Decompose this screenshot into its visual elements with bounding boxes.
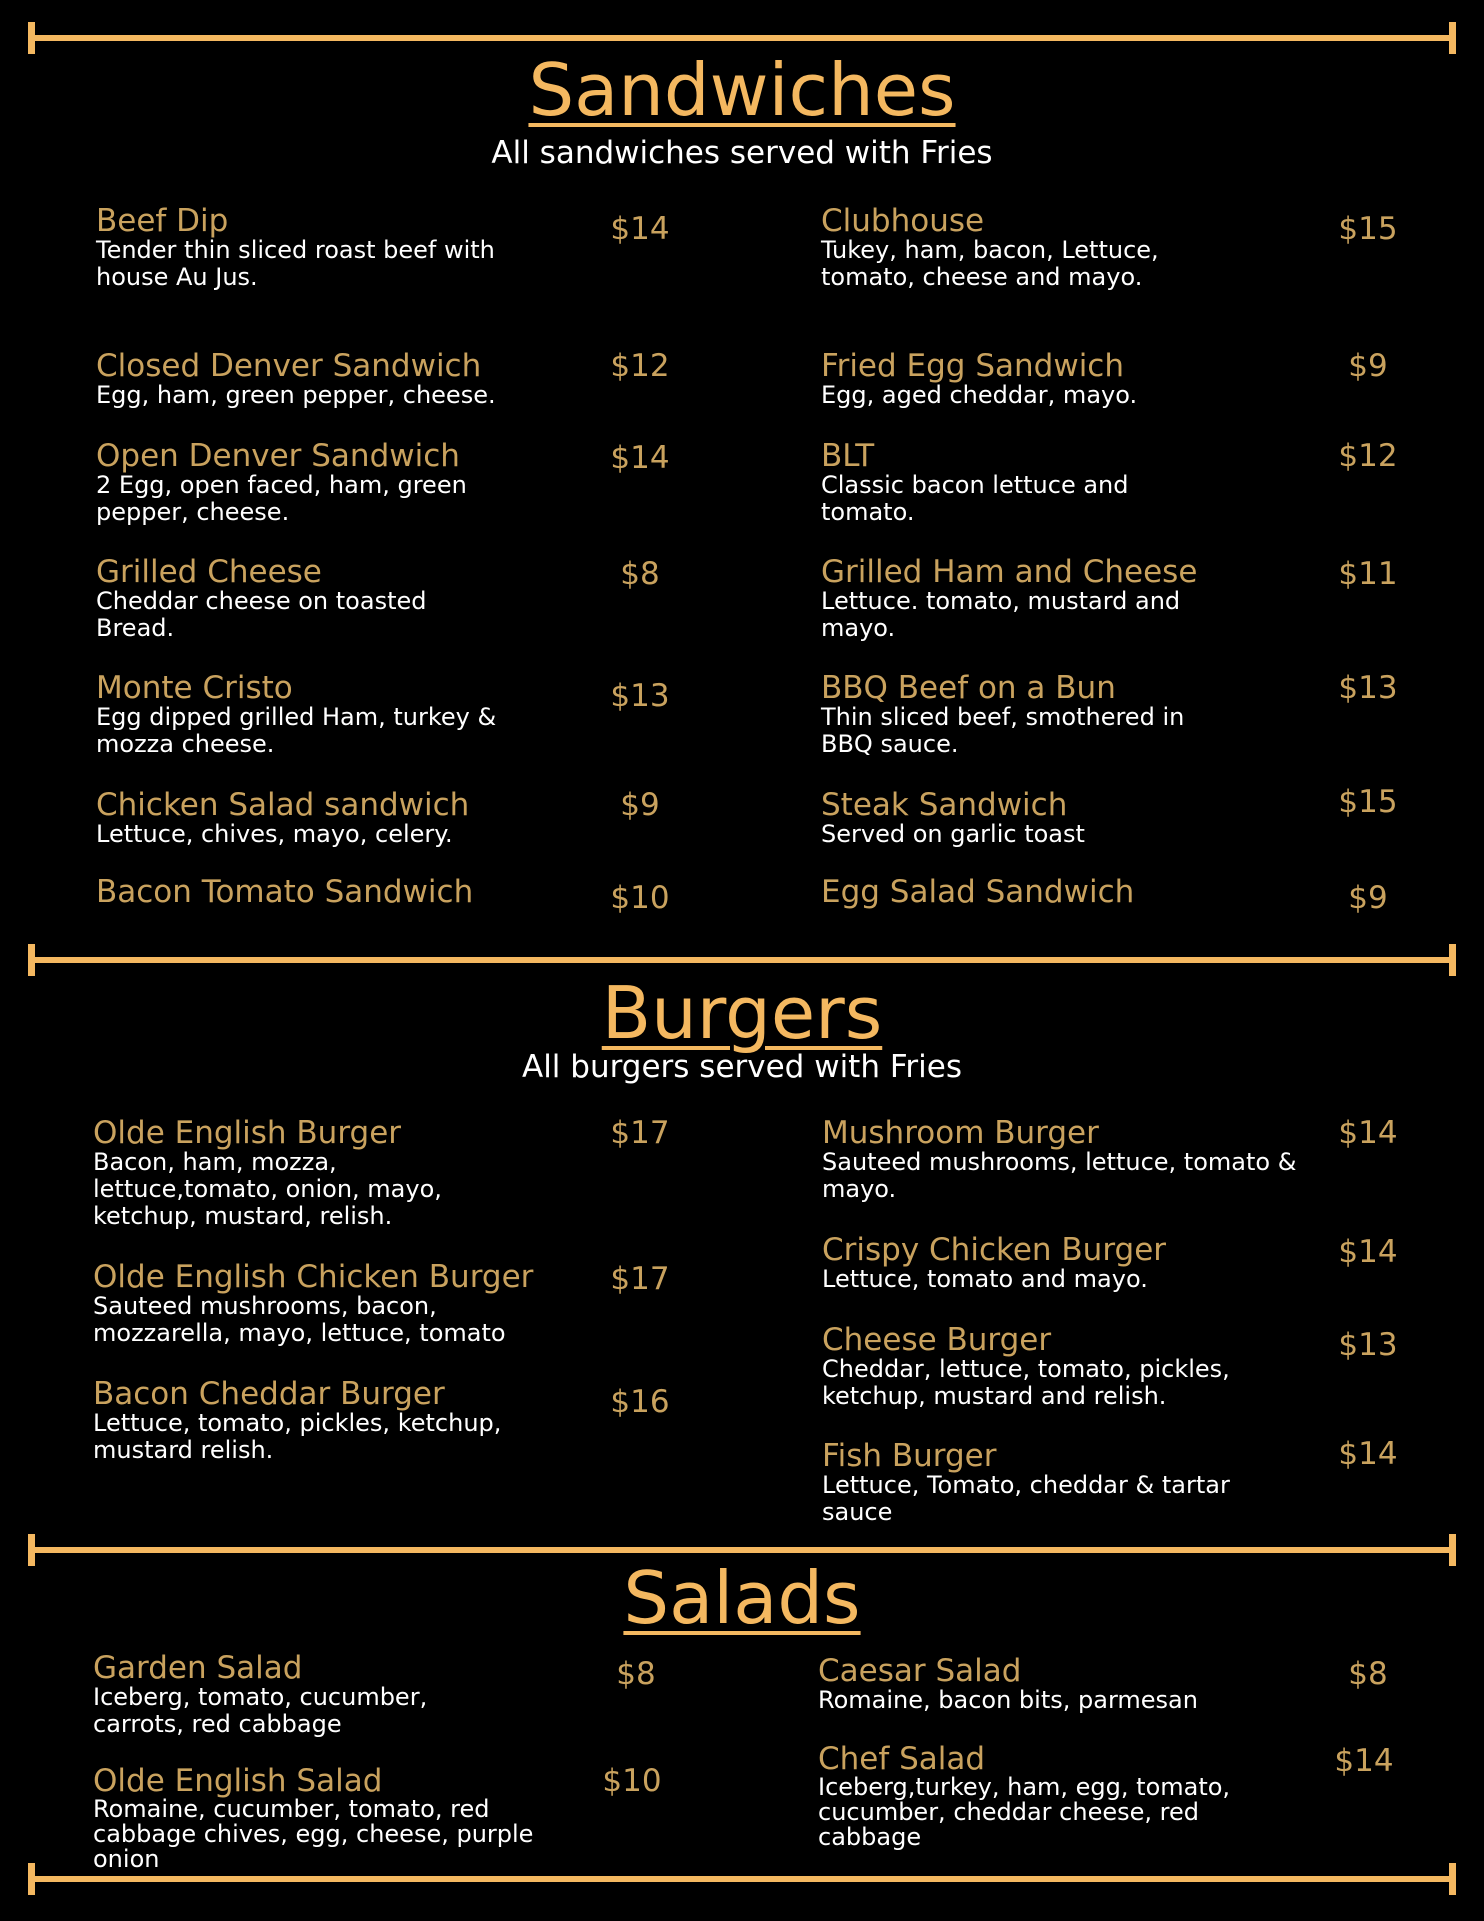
menu-item (818, 1743, 1298, 1850)
item-name: Bacon Cheddar Burger (93, 1376, 445, 1412)
sandwiches-title: Sandwiches (528, 48, 956, 132)
item-name: BBQ Beef on a Bun (821, 670, 1116, 706)
menu-item (821, 789, 1301, 848)
menu-item (822, 1117, 1322, 1203)
menu-item (93, 1117, 573, 1230)
item-description: Classic bacon lettuce and tomato. (821, 471, 1129, 526)
item-price: $15 (1338, 784, 1398, 820)
item-price: $13 (1338, 670, 1398, 706)
item-description: Sauteed mushrooms, bacon, mozzarella, mayo, lettuce, tomato (93, 1292, 506, 1347)
item-description: Iceberg,turkey, ham, egg, tomato, cucumber, cheddar cheese, red cabbage (818, 1773, 1231, 1851)
item-price: $8 (616, 1656, 656, 1692)
item-price: $13 (610, 678, 670, 714)
item-price: $14 (610, 211, 670, 247)
burgers-subtitle: All burgers served with Fries (521, 1049, 962, 1085)
divider-bottom (30, 1876, 1454, 1882)
item-description: 2 Egg, open faced, ham, green pepper, cheese. (96, 471, 467, 526)
item-price: $8 (1348, 1656, 1388, 1692)
sandwiches-subtitle: All sandwiches served with Fries (491, 135, 993, 171)
item-description: Sauteed mushrooms, lettuce, tomato & mayo. (822, 1148, 1297, 1203)
item-description: Lettuce, chives, mayo, celery. (96, 820, 453, 848)
item-price: $17 (610, 1115, 670, 1151)
menu-item (821, 350, 1301, 409)
menu-item (96, 789, 566, 848)
item-description: Lettuce, Tomato, cheddar & tartar sauce (822, 1471, 1230, 1526)
menu-item (821, 556, 1301, 642)
divider-sandwiches-burgers (30, 957, 1454, 963)
item-price: $11 (1338, 556, 1398, 592)
item-name: Open Denver Sandwich (96, 438, 460, 474)
item-price: $15 (1338, 211, 1398, 247)
item-price: $16 (610, 1384, 670, 1420)
item-name: Steak Sandwich (821, 787, 1068, 823)
menu-item (822, 1440, 1302, 1526)
menu-item (96, 672, 566, 758)
menu-item (96, 876, 566, 908)
item-price: $14 (1338, 1115, 1398, 1151)
item-name: Caesar Salad (818, 1653, 1022, 1689)
menu-item (821, 440, 1301, 526)
item-description: Lettuce. tomato, mustard and mayo. (821, 587, 1181, 642)
salads-title: Salads (623, 1556, 861, 1640)
item-price: $10 (610, 880, 670, 916)
item-name: Bacon Tomato Sandwich (96, 874, 474, 910)
menu-item (93, 1261, 593, 1347)
menu-item (821, 672, 1301, 758)
item-description: Iceberg, tomato, cucumber, carrots, red cabbage (93, 1683, 428, 1738)
menu-item (93, 1652, 573, 1738)
item-name: Monte Cristo (96, 670, 293, 706)
item-description: Bacon, ham, mozza, lettuce,tomato, onion, mayo, ketchup, mustard, relish. (93, 1148, 442, 1230)
item-description: Lettuce, tomato, pickles, ketchup, mustard relish. (93, 1409, 502, 1464)
menu-item (96, 556, 566, 642)
item-price: $9 (620, 787, 660, 823)
menu-item (821, 876, 1301, 908)
menu-item (822, 1324, 1302, 1410)
item-name: Beef Dip (96, 203, 229, 239)
item-name: Crispy Chicken Burger (822, 1232, 1167, 1268)
item-name: Fish Burger (822, 1438, 997, 1474)
item-price: $14 (1338, 1436, 1398, 1472)
item-price: $12 (610, 348, 670, 384)
burgers-title: Burgers (601, 971, 883, 1055)
item-description: Egg, aged cheddar, mayo. (821, 381, 1138, 409)
item-description: Thin sliced beef, smothered in BBQ sauce. (821, 703, 1185, 758)
item-name: Fried Egg Sandwich (821, 348, 1124, 384)
item-name: Chef Salad (818, 1741, 986, 1777)
item-description: Cheddar, lettuce, tomato, pickles, ketchup, mustard and relish. (822, 1355, 1230, 1410)
menu-item (96, 350, 566, 409)
item-name: Mushroom Burger (822, 1115, 1099, 1151)
item-description: Egg dipped grilled Ham, turkey & mozza cheese. (96, 703, 497, 758)
divider-top (30, 35, 1454, 41)
item-price: $9 (1348, 880, 1388, 916)
item-name: Chicken Salad sandwich (96, 787, 470, 823)
item-price: $10 (602, 1763, 662, 1799)
menu-item (96, 205, 566, 291)
item-price: $9 (1348, 348, 1388, 384)
item-description: Lettuce, tomato and mayo. (822, 1265, 1148, 1293)
item-description: Cheddar cheese on toasted Bread. (96, 587, 427, 642)
menu-item (821, 205, 1301, 291)
item-price: $14 (1338, 1234, 1398, 1270)
menu-item (93, 1378, 573, 1464)
item-description: Tender thin sliced roast beef with house Au Jus. (96, 236, 495, 291)
item-name: Olde English Burger (93, 1115, 402, 1151)
item-name: Olde English Salad (93, 1763, 383, 1799)
menu-item (93, 1765, 573, 1872)
item-name: Grilled Ham and Cheese (821, 554, 1198, 590)
menu-item (822, 1234, 1302, 1293)
item-description: Tukey, ham, bacon, Lettuce, tomato, cheese and mayo. (821, 236, 1159, 291)
item-price: $17 (610, 1261, 670, 1297)
item-name: Grilled Cheese (96, 554, 322, 590)
menu-item (96, 440, 566, 526)
item-name: Cheese Burger (822, 1322, 1052, 1358)
item-description: Romaine, bacon bits, parmesan (818, 1686, 1198, 1714)
divider-burgers-salads (30, 1547, 1454, 1553)
item-name: Olde English Chicken Burger (93, 1259, 534, 1295)
menu-item (818, 1655, 1298, 1714)
item-price: $13 (1338, 1327, 1398, 1363)
item-name: BLT (821, 438, 875, 474)
item-price: $14 (610, 440, 670, 476)
item-price: $8 (620, 556, 660, 592)
item-name: Egg Salad Sandwich (821, 874, 1135, 910)
item-name: Clubhouse (821, 203, 985, 239)
item-name: Closed Denver Sandwich (96, 348, 482, 384)
item-description: Romaine, cucumber, tomato, red cabbage chives, egg, cheese, purple onion (93, 1795, 534, 1873)
item-description: Egg, ham, green pepper, cheese. (96, 381, 496, 409)
item-price: $12 (1338, 438, 1398, 474)
item-name: Garden Salad (93, 1650, 303, 1686)
item-description: Served on garlic toast (821, 820, 1085, 848)
item-price: $14 (1334, 1743, 1394, 1779)
